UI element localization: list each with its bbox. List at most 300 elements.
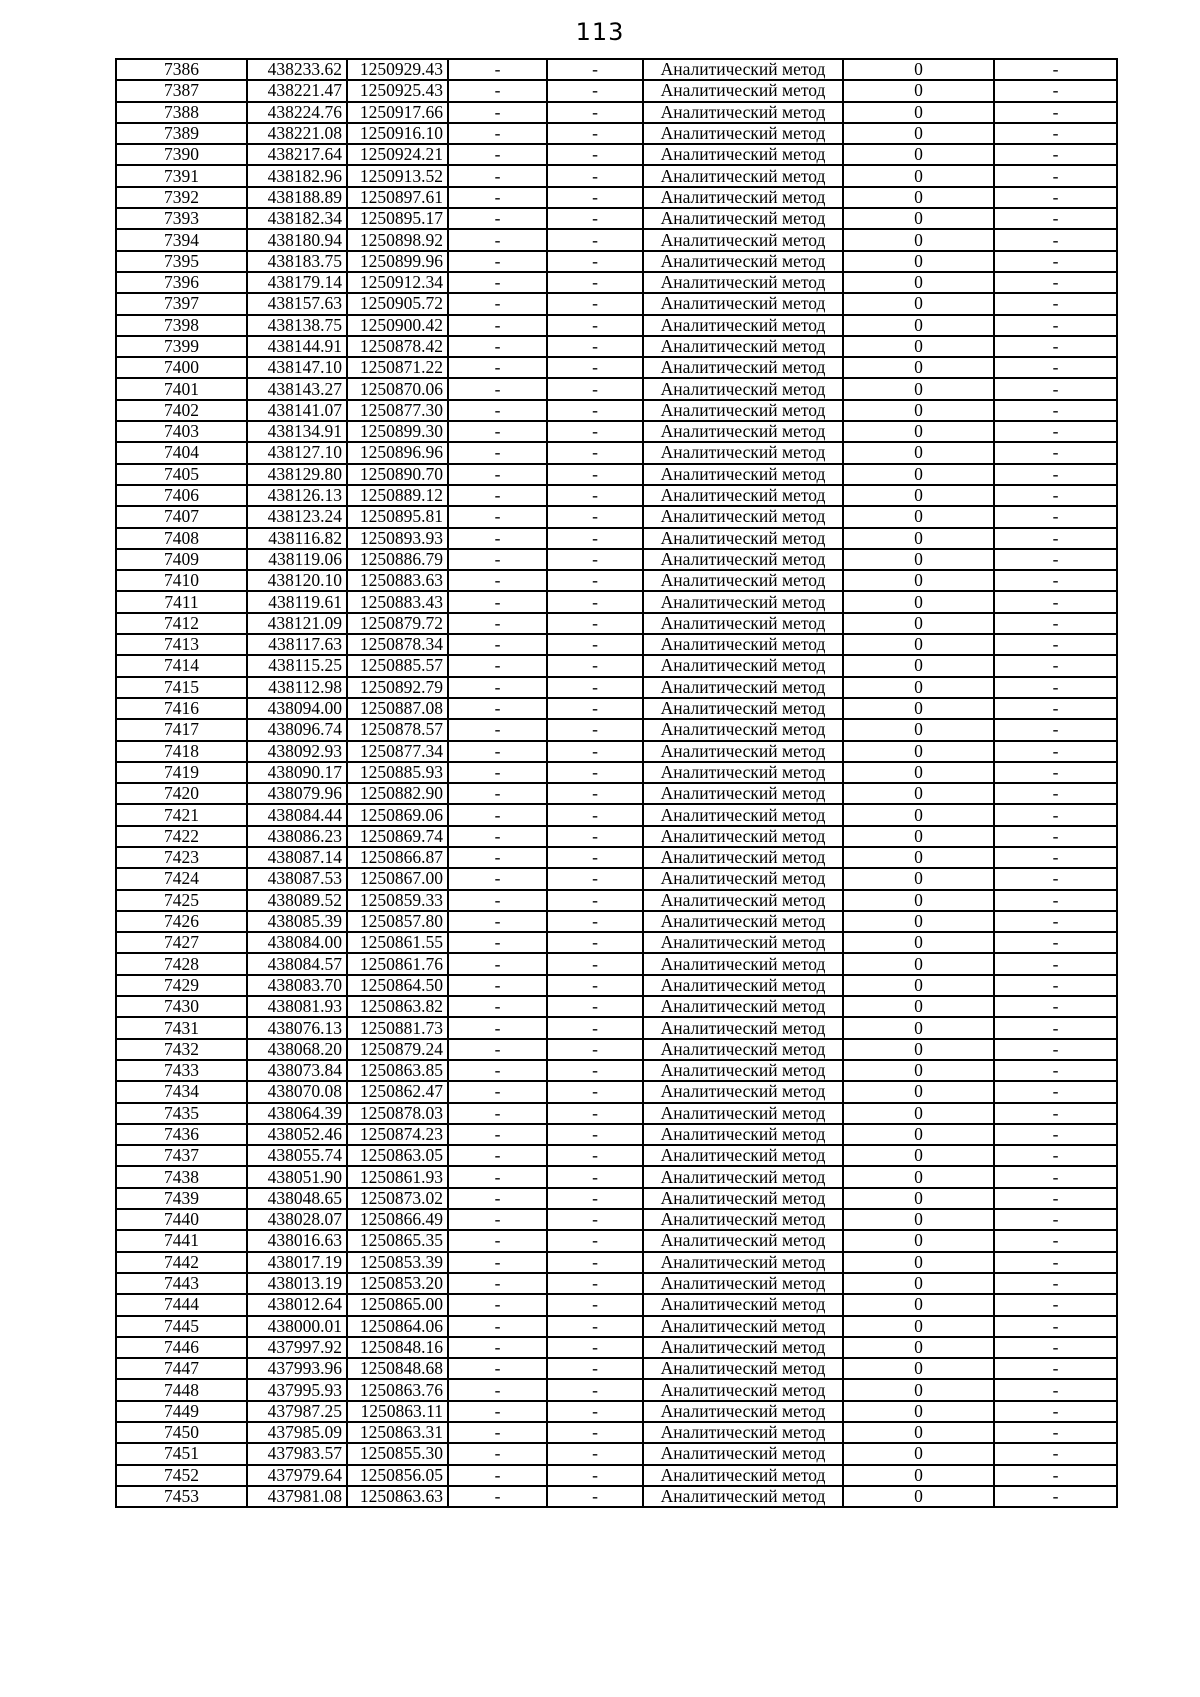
method-cell: Аналитический метод: [643, 826, 843, 847]
y-coordinate: 1250856.05: [347, 1465, 448, 1486]
method-cell: Аналитический метод: [643, 1188, 843, 1209]
col-4-value: -: [448, 1103, 547, 1124]
x-coordinate: 438017.19: [247, 1252, 347, 1273]
col-5-value: -: [547, 251, 643, 272]
col-8-value: -: [994, 1358, 1117, 1379]
col-4-value: -: [448, 229, 547, 250]
method-cell: Аналитический метод: [643, 1316, 843, 1337]
col-8-value: -: [994, 378, 1117, 399]
table-row: [116, 1337, 1117, 1358]
table-row: [116, 80, 1117, 101]
table-row: [116, 1039, 1117, 1060]
method-cell: Аналитический метод: [643, 1017, 843, 1038]
table-row: [116, 698, 1117, 719]
method-cell: Аналитический метод: [643, 1401, 843, 1422]
method-cell: Аналитический метод: [643, 1337, 843, 1358]
error-value: 0: [843, 783, 994, 804]
x-coordinate: 438013.19: [247, 1273, 347, 1294]
col-8-value: -: [994, 549, 1117, 570]
col-5-value: -: [547, 1486, 643, 1507]
error-value: 0: [843, 741, 994, 762]
x-coordinate: 438096.74: [247, 719, 347, 740]
point-number: 7421: [116, 804, 247, 825]
point-number: 7405: [116, 464, 247, 485]
table-body: [116, 59, 1117, 1507]
col-5-value: -: [547, 911, 643, 932]
col-8-value: -: [994, 400, 1117, 421]
col-5-value: -: [547, 357, 643, 378]
col-5-value: -: [547, 208, 643, 229]
col-5-value: -: [547, 187, 643, 208]
col-5-value: -: [547, 1465, 643, 1486]
col-8-value: -: [994, 911, 1117, 932]
table-row: [116, 1060, 1117, 1081]
point-number: 7449: [116, 1401, 247, 1422]
col-4-value: -: [448, 1294, 547, 1315]
col-8-value: -: [994, 634, 1117, 655]
col-4-value: -: [448, 1379, 547, 1400]
y-coordinate: 1250892.79: [347, 677, 448, 698]
y-coordinate: 1250864.06: [347, 1316, 448, 1337]
error-value: 0: [843, 1422, 994, 1443]
table-row: [116, 741, 1117, 762]
col-5-value: -: [547, 528, 643, 549]
y-coordinate: 1250874.23: [347, 1124, 448, 1145]
x-coordinate: 438052.46: [247, 1124, 347, 1145]
method-cell: Аналитический метод: [643, 165, 843, 186]
col-8-value: -: [994, 421, 1117, 442]
x-coordinate: 438180.94: [247, 229, 347, 250]
method-cell: Аналитический метод: [643, 251, 843, 272]
table-row: [116, 1103, 1117, 1124]
method-cell: Аналитический метод: [643, 357, 843, 378]
method-cell: Аналитический метод: [643, 80, 843, 101]
col-5-value: -: [547, 1252, 643, 1273]
col-5-value: -: [547, 1230, 643, 1251]
y-coordinate: 1250896.96: [347, 442, 448, 463]
error-value: 0: [843, 1401, 994, 1422]
point-number: 7428: [116, 953, 247, 974]
x-coordinate: 438115.25: [247, 655, 347, 676]
method-cell: Аналитический метод: [643, 1358, 843, 1379]
error-value: 0: [843, 975, 994, 996]
col-4-value: -: [448, 1358, 547, 1379]
point-number: 7431: [116, 1017, 247, 1038]
error-value: 0: [843, 1358, 994, 1379]
table-row: [116, 826, 1117, 847]
point-number: 7406: [116, 485, 247, 506]
x-coordinate: 438012.64: [247, 1294, 347, 1315]
y-coordinate: 1250887.08: [347, 698, 448, 719]
col-8-value: -: [994, 783, 1117, 804]
point-number: 7391: [116, 165, 247, 186]
error-value: 0: [843, 421, 994, 442]
error-value: 0: [843, 229, 994, 250]
col-4-value: -: [448, 570, 547, 591]
col-5-value: -: [547, 1337, 643, 1358]
x-coordinate: 437987.25: [247, 1401, 347, 1422]
table-row: [116, 549, 1117, 570]
col-4-value: -: [448, 868, 547, 889]
error-value: 0: [843, 102, 994, 123]
col-5-value: -: [547, 1294, 643, 1315]
col-4-value: -: [448, 1401, 547, 1422]
y-coordinate: 1250925.43: [347, 80, 448, 101]
coordinates-table: [115, 58, 1118, 1508]
y-coordinate: 1250890.70: [347, 464, 448, 485]
error-value: 0: [843, 804, 994, 825]
table-row: [116, 378, 1117, 399]
col-5-value: -: [547, 1039, 643, 1060]
col-4-value: -: [448, 1166, 547, 1187]
method-cell: Аналитический метод: [643, 1252, 843, 1273]
table-row: [116, 570, 1117, 591]
table-row: [116, 1230, 1117, 1251]
col-4-value: -: [448, 634, 547, 655]
point-number: 7403: [116, 421, 247, 442]
col-4-value: -: [448, 80, 547, 101]
method-cell: Аналитический метод: [643, 890, 843, 911]
x-coordinate: 438126.13: [247, 485, 347, 506]
error-value: 0: [843, 442, 994, 463]
table-row: [116, 293, 1117, 314]
x-coordinate: 438224.76: [247, 102, 347, 123]
x-coordinate: 437979.64: [247, 1465, 347, 1486]
y-coordinate: 1250883.63: [347, 570, 448, 591]
col-5-value: -: [547, 272, 643, 293]
y-coordinate: 1250878.42: [347, 336, 448, 357]
y-coordinate: 1250863.11: [347, 1401, 448, 1422]
col-5-value: -: [547, 741, 643, 762]
col-5-value: -: [547, 1188, 643, 1209]
x-coordinate: 438094.00: [247, 698, 347, 719]
method-cell: Аналитический метод: [643, 911, 843, 932]
point-number: 7418: [116, 741, 247, 762]
col-4-value: -: [448, 165, 547, 186]
method-cell: Аналитический метод: [643, 506, 843, 527]
point-number: 7424: [116, 868, 247, 889]
point-number: 7427: [116, 932, 247, 953]
col-8-value: -: [994, 1337, 1117, 1358]
col-4-value: -: [448, 1230, 547, 1251]
method-cell: Аналитический метод: [643, 1486, 843, 1507]
y-coordinate: 1250869.74: [347, 826, 448, 847]
method-cell: Аналитический метод: [643, 378, 843, 399]
y-coordinate: 1250913.52: [347, 165, 448, 186]
error-value: 0: [843, 80, 994, 101]
col-5-value: -: [547, 315, 643, 336]
x-coordinate: 438233.62: [247, 59, 347, 80]
table-row: [116, 591, 1117, 612]
point-number: 7422: [116, 826, 247, 847]
col-4-value: -: [448, 847, 547, 868]
col-8-value: -: [994, 1017, 1117, 1038]
error-value: 0: [843, 187, 994, 208]
y-coordinate: 1250848.16: [347, 1337, 448, 1358]
table-row: [116, 1081, 1117, 1102]
col-8-value: -: [994, 1103, 1117, 1124]
error-value: 0: [843, 1145, 994, 1166]
point-number: 7414: [116, 655, 247, 676]
col-5-value: -: [547, 677, 643, 698]
col-8-value: -: [994, 357, 1117, 378]
table-row: [116, 464, 1117, 485]
point-number: 7392: [116, 187, 247, 208]
method-cell: Аналитический метод: [643, 677, 843, 698]
page-number: 113: [575, 18, 625, 46]
y-coordinate: 1250889.12: [347, 485, 448, 506]
table-row: [116, 485, 1117, 506]
x-coordinate: 438051.90: [247, 1166, 347, 1187]
table-row: [116, 421, 1117, 442]
point-number: 7409: [116, 549, 247, 570]
x-coordinate: 437995.93: [247, 1379, 347, 1400]
method-cell: Аналитический метод: [643, 868, 843, 889]
point-number: 7390: [116, 144, 247, 165]
x-coordinate: 437981.08: [247, 1486, 347, 1507]
col-4-value: -: [448, 911, 547, 932]
x-coordinate: 438055.74: [247, 1145, 347, 1166]
col-4-value: -: [448, 783, 547, 804]
col-4-value: -: [448, 741, 547, 762]
col-8-value: -: [994, 591, 1117, 612]
col-5-value: -: [547, 336, 643, 357]
col-5-value: -: [547, 591, 643, 612]
col-4-value: -: [448, 144, 547, 165]
col-5-value: -: [547, 549, 643, 570]
table-row: [116, 229, 1117, 250]
point-number: 7402: [116, 400, 247, 421]
col-4-value: -: [448, 336, 547, 357]
x-coordinate: 438183.75: [247, 251, 347, 272]
point-number: 7407: [116, 506, 247, 527]
y-coordinate: 1250877.30: [347, 400, 448, 421]
method-cell: Аналитический метод: [643, 762, 843, 783]
col-4-value: -: [448, 1017, 547, 1038]
y-coordinate: 1250863.63: [347, 1486, 448, 1507]
col-4-value: -: [448, 1081, 547, 1102]
col-4-value: -: [448, 953, 547, 974]
method-cell: Аналитический метод: [643, 1081, 843, 1102]
error-value: 0: [843, 251, 994, 272]
table-row: [116, 1379, 1117, 1400]
y-coordinate: 1250863.31: [347, 1422, 448, 1443]
error-value: 0: [843, 1465, 994, 1486]
table-row: [116, 123, 1117, 144]
table-row: [116, 1401, 1117, 1422]
method-cell: Аналитический метод: [643, 1103, 843, 1124]
col-4-value: -: [448, 59, 547, 80]
col-5-value: -: [547, 634, 643, 655]
method-cell: Аналитический метод: [643, 1166, 843, 1187]
col-8-value: -: [994, 1273, 1117, 1294]
x-coordinate: 438138.75: [247, 315, 347, 336]
y-coordinate: 1250871.22: [347, 357, 448, 378]
y-coordinate: 1250899.30: [347, 421, 448, 442]
method-cell: Аналитический метод: [643, 698, 843, 719]
col-4-value: -: [448, 1209, 547, 1230]
table-row: [116, 357, 1117, 378]
table-row: [116, 1465, 1117, 1486]
col-8-value: -: [994, 1230, 1117, 1251]
col-4-value: -: [448, 400, 547, 421]
x-coordinate: 438085.39: [247, 911, 347, 932]
col-5-value: -: [547, 1358, 643, 1379]
col-4-value: -: [448, 1316, 547, 1337]
col-5-value: -: [547, 1124, 643, 1145]
table-row: [116, 847, 1117, 868]
error-value: 0: [843, 911, 994, 932]
y-coordinate: 1250878.34: [347, 634, 448, 655]
y-coordinate: 1250893.93: [347, 528, 448, 549]
table-row: [116, 1443, 1117, 1464]
col-8-value: -: [994, 1124, 1117, 1145]
col-4-value: -: [448, 1060, 547, 1081]
table-row: [116, 1124, 1117, 1145]
y-coordinate: 1250883.43: [347, 591, 448, 612]
y-coordinate: 1250912.34: [347, 272, 448, 293]
col-5-value: -: [547, 1443, 643, 1464]
col-8-value: -: [994, 655, 1117, 676]
x-coordinate: 438143.27: [247, 378, 347, 399]
method-cell: Аналитический метод: [643, 229, 843, 250]
col-5-value: -: [547, 165, 643, 186]
point-number: 7450: [116, 1422, 247, 1443]
x-coordinate: 438221.47: [247, 80, 347, 101]
col-4-value: -: [448, 272, 547, 293]
y-coordinate: 1250861.55: [347, 932, 448, 953]
table-row: [116, 953, 1117, 974]
col-5-value: -: [547, 1017, 643, 1038]
table-row: [116, 1316, 1117, 1337]
col-4-value: -: [448, 421, 547, 442]
y-coordinate: 1250879.24: [347, 1039, 448, 1060]
col-8-value: -: [994, 1422, 1117, 1443]
point-number: 7408: [116, 528, 247, 549]
table-row: [116, 315, 1117, 336]
error-value: 0: [843, 315, 994, 336]
col-4-value: -: [448, 1443, 547, 1464]
col-5-value: -: [547, 1422, 643, 1443]
point-number: 7400: [116, 357, 247, 378]
point-number: 7448: [116, 1379, 247, 1400]
x-coordinate: 438144.91: [247, 336, 347, 357]
col-8-value: -: [994, 953, 1117, 974]
error-value: 0: [843, 208, 994, 229]
y-coordinate: 1250878.57: [347, 719, 448, 740]
error-value: 0: [843, 655, 994, 676]
error-value: 0: [843, 1273, 994, 1294]
col-4-value: -: [448, 804, 547, 825]
col-8-value: -: [994, 741, 1117, 762]
table-row: [116, 59, 1117, 80]
col-8-value: -: [994, 464, 1117, 485]
col-5-value: -: [547, 80, 643, 101]
col-4-value: -: [448, 826, 547, 847]
col-8-value: -: [994, 677, 1117, 698]
error-value: 0: [843, 634, 994, 655]
col-8-value: -: [994, 1252, 1117, 1273]
point-number: 7389: [116, 123, 247, 144]
y-coordinate: 1250863.76: [347, 1379, 448, 1400]
x-coordinate: 438076.13: [247, 1017, 347, 1038]
table-row: [116, 932, 1117, 953]
method-cell: Аналитический метод: [643, 102, 843, 123]
error-value: 0: [843, 1443, 994, 1464]
error-value: 0: [843, 123, 994, 144]
y-coordinate: 1250899.96: [347, 251, 448, 272]
point-number: 7437: [116, 1145, 247, 1166]
point-number: 7398: [116, 315, 247, 336]
col-5-value: -: [547, 421, 643, 442]
error-value: 0: [843, 1316, 994, 1337]
col-8-value: -: [994, 315, 1117, 336]
method-cell: Аналитический метод: [643, 634, 843, 655]
col-8-value: -: [994, 762, 1117, 783]
col-4-value: -: [448, 932, 547, 953]
method-cell: Аналитический метод: [643, 293, 843, 314]
col-8-value: -: [994, 1486, 1117, 1507]
col-4-value: -: [448, 1188, 547, 1209]
point-number: 7423: [116, 847, 247, 868]
error-value: 0: [843, 528, 994, 549]
error-value: 0: [843, 272, 994, 293]
table-row: [116, 187, 1117, 208]
col-5-value: -: [547, 826, 643, 847]
method-cell: Аналитический метод: [643, 400, 843, 421]
y-coordinate: 1250929.43: [347, 59, 448, 80]
point-number: 7430: [116, 996, 247, 1017]
table-row: [116, 506, 1117, 527]
point-number: 7429: [116, 975, 247, 996]
point-number: 7439: [116, 1188, 247, 1209]
error-value: 0: [843, 762, 994, 783]
col-5-value: -: [547, 1103, 643, 1124]
x-coordinate: 438221.08: [247, 123, 347, 144]
table-row: [116, 251, 1117, 272]
error-value: 0: [843, 378, 994, 399]
point-number: 7395: [116, 251, 247, 272]
col-4-value: -: [448, 442, 547, 463]
col-4-value: -: [448, 357, 547, 378]
point-number: 7426: [116, 911, 247, 932]
y-coordinate: 1250859.33: [347, 890, 448, 911]
y-coordinate: 1250882.90: [347, 783, 448, 804]
col-5-value: -: [547, 847, 643, 868]
y-coordinate: 1250863.82: [347, 996, 448, 1017]
method-cell: Аналитический метод: [643, 315, 843, 336]
col-8-value: -: [994, 1060, 1117, 1081]
y-coordinate: 1250900.42: [347, 315, 448, 336]
table-row: [116, 1358, 1117, 1379]
col-4-value: -: [448, 464, 547, 485]
col-4-value: -: [448, 975, 547, 996]
point-number: 7451: [116, 1443, 247, 1464]
error-value: 0: [843, 868, 994, 889]
x-coordinate: 438068.20: [247, 1039, 347, 1060]
y-coordinate: 1250848.68: [347, 1358, 448, 1379]
point-number: 7396: [116, 272, 247, 293]
col-4-value: -: [448, 187, 547, 208]
error-value: 0: [843, 932, 994, 953]
col-4-value: -: [448, 549, 547, 570]
col-4-value: -: [448, 762, 547, 783]
table-row: [116, 1486, 1117, 1507]
col-8-value: -: [994, 293, 1117, 314]
x-coordinate: 438081.93: [247, 996, 347, 1017]
y-coordinate: 1250881.73: [347, 1017, 448, 1038]
x-coordinate: 438120.10: [247, 570, 347, 591]
